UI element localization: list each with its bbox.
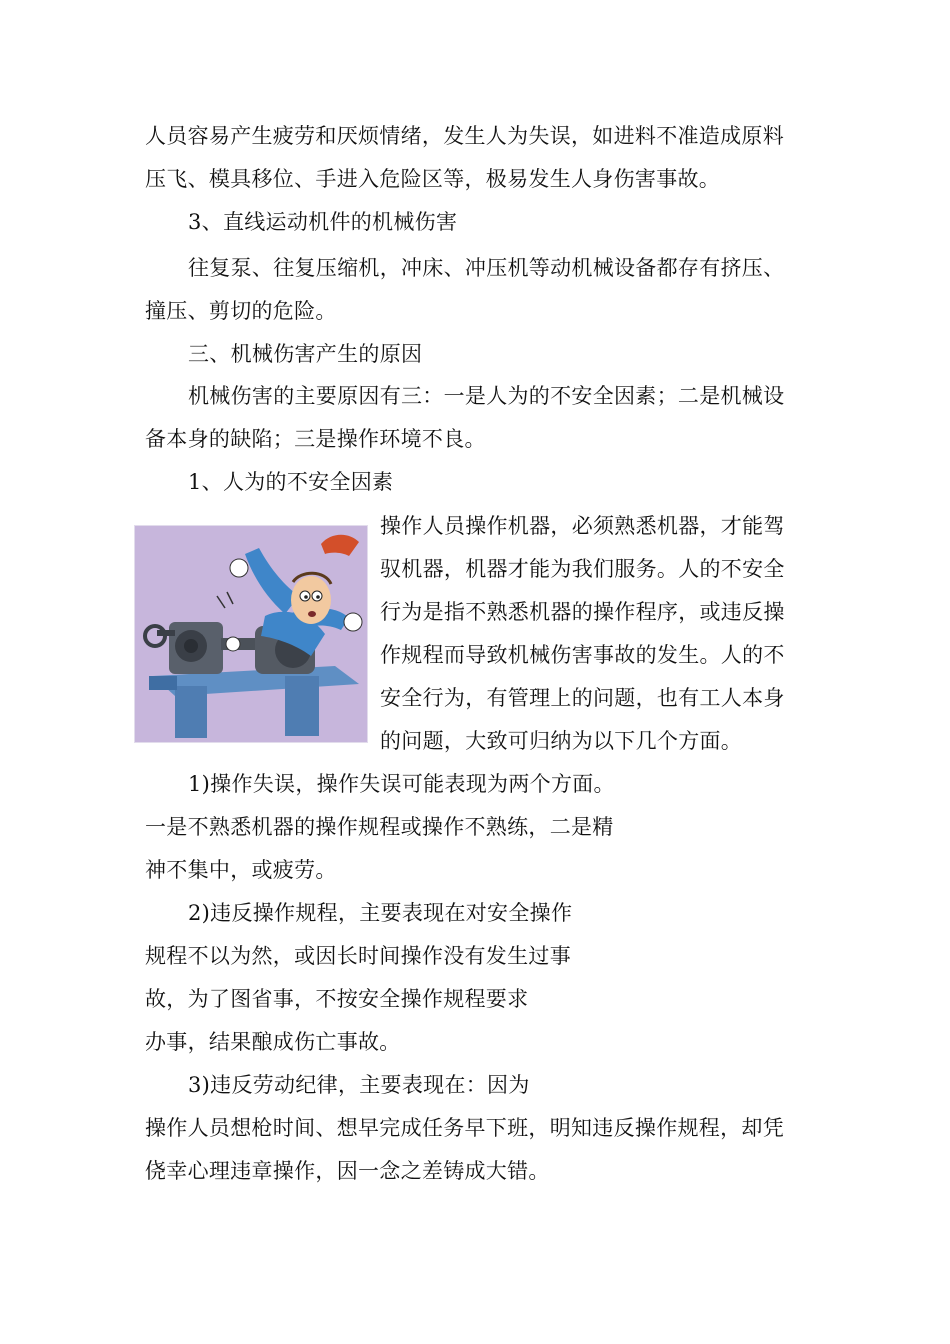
text-line: 人员容易产生疲劳和厌烦情绪，发生人为失误，如进料不准造成原料 (145, 124, 784, 148)
text-line: 驭机器，机器才能为我们服务。人的不安全 (380, 557, 785, 581)
text-line: 机械伤害的主要原因有三：一是人为的不安全因素；二是机械设 (188, 384, 785, 408)
text-line: 的问题，大致可归纳为以下几个方面。 (380, 729, 743, 753)
text-line: 故，为了图省事，不按安全操作规程要求 (145, 987, 529, 1011)
section-heading: 1、人为的不安全因素 (188, 470, 394, 494)
list-item: 1)操作失误，操作失误可能表现为两个方面。 (188, 772, 615, 796)
text-line: 作规程而导致机械伤害事故的发生。人的不 (380, 643, 785, 667)
section-heading: 3、直线运动机件的机械伤害 (188, 210, 458, 234)
text-line: 操作人员操作机器，必须熟悉机器，才能驾 (380, 514, 785, 538)
text-line: 往复泵、往复压缩机，冲床、冲压机等动机械设备都存有挤压、 (188, 256, 785, 280)
text-line: 行为是指不熟悉机器的操作程序，或违反操 (380, 600, 785, 624)
text-line: 侥幸心理违章操作，因一念之差铸成大错。 (145, 1159, 550, 1183)
text-line: 操作人员想枪时间、想早完成任务早下班，明知违反操作规程，却凭 (145, 1116, 784, 1140)
text-line: 撞压、剪切的危险。 (145, 299, 337, 323)
text-line: 神不集中，或疲劳。 (145, 858, 337, 882)
section-heading: 三、机械伤害产生的原因 (188, 342, 423, 366)
list-item: 3)违反劳动纪律，主要表现在：因为 (188, 1073, 530, 1097)
text-line: 安全行为，有管理上的问题，也有工人本身 (380, 686, 785, 710)
text-line: 办事，结果酿成伤亡事故。 (145, 1030, 401, 1054)
cartoon-worker-lathe-accident-icon (135, 526, 367, 742)
text-line: 一是不熟悉机器的操作规程或操作不熟练，二是精 (145, 815, 614, 839)
text-line: 规程不以为然，或因长时间操作没有发生过事 (145, 944, 571, 968)
illustration-figure (134, 525, 368, 743)
text-line: 压飞、模具移位、手进入危险区等，极易发生人身伤害事故。 (145, 167, 721, 191)
list-item: 2)违反操作规程，主要表现在对安全操作 (188, 901, 573, 925)
text-line: 备本身的缺陷；三是操作环境不良。 (145, 427, 486, 451)
